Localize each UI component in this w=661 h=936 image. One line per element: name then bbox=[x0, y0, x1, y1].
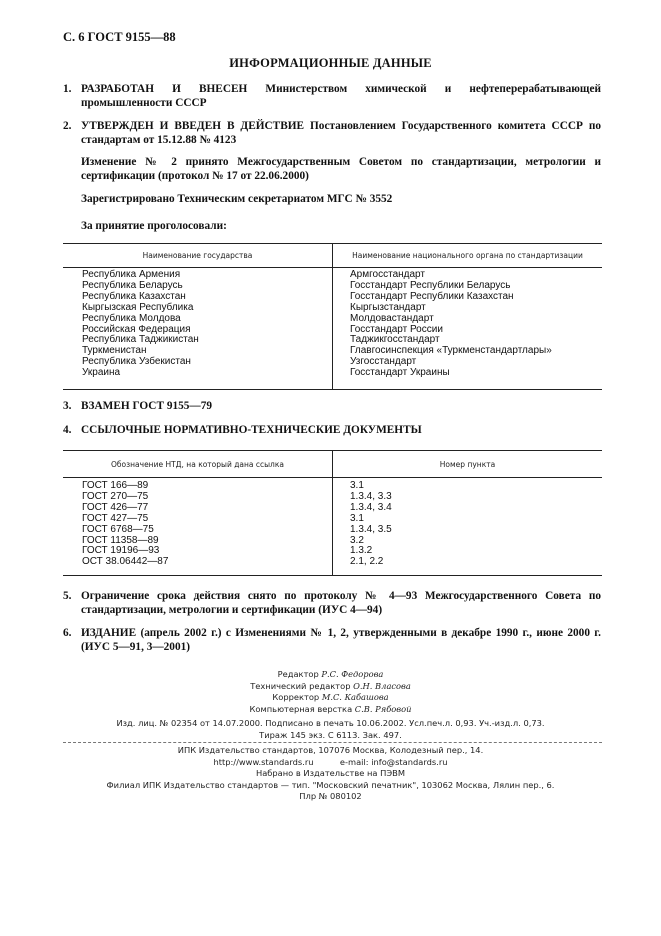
section-number: 6. bbox=[63, 627, 72, 639]
layout-label: Компьютерная верстка bbox=[249, 703, 353, 714]
tech-editor-name: О.Н. Власова bbox=[353, 680, 411, 691]
item-number: 1.3.4, 3.3 bbox=[350, 490, 392, 502]
item-number: 1.3.2 bbox=[350, 545, 373, 557]
state-name: Украина bbox=[82, 367, 121, 379]
voting-note: За принятие проголосовали: bbox=[81, 220, 227, 232]
publisher-line: ИПК Издательство стандартов, 107076 Москва, Колодезный пер., 14. bbox=[177, 745, 484, 755]
state-name: Республика Казахстан bbox=[82, 290, 186, 302]
states-column bbox=[82, 270, 199, 379]
section-number: 1. bbox=[63, 83, 72, 95]
item-number: 3.2 bbox=[350, 534, 364, 546]
section-5 bbox=[63, 590, 601, 617]
section-1 bbox=[63, 83, 601, 110]
doc-designation: ГОСТ 427—75 bbox=[82, 512, 149, 524]
body-name: Узгосстандарт bbox=[350, 356, 417, 368]
corrector-label: Корректор bbox=[272, 692, 320, 703]
body-name: Молдовастандарт bbox=[350, 312, 434, 324]
body-name: Главгосинспекция «Туркменстандартлары» bbox=[350, 345, 552, 357]
doc-designation: ГОСТ 6768—75 bbox=[82, 523, 154, 535]
bodies-column bbox=[350, 270, 552, 379]
doc-designation: ОСТ 38.06442—87 bbox=[82, 556, 169, 568]
layout-name: С.В. Рябовой bbox=[354, 703, 412, 714]
state-name: Республика Армения bbox=[82, 269, 181, 280]
body-name: Госстандарт Республики Беларусь bbox=[350, 279, 511, 291]
section-4 bbox=[63, 424, 601, 438]
doc-designation: ГОСТ 426—77 bbox=[82, 501, 149, 513]
body-name: Госстандарт Украины bbox=[350, 367, 450, 379]
section-text: ИЗДАНИЕ (апрель 2002 г.) с Изменениями № 1, 2, утвержденными в декабре 1990 г., июне 2000 г. (ИУС 5—91, 3—2001) bbox=[81, 627, 601, 653]
column-header: Наименование государства bbox=[142, 251, 253, 260]
section-2 bbox=[63, 120, 601, 147]
section-3 bbox=[63, 400, 601, 414]
column-header: Обозначение НТД, на который дана ссылка bbox=[111, 460, 284, 469]
editor-label: Редактор bbox=[277, 669, 319, 679]
section-text: Ограничение срока действия снято по протоколу № 4—93 Межгосударственного Совета по стандартизации, метрологии и сертификации (ИУС 4—94) bbox=[81, 590, 601, 616]
section-number: 4. bbox=[63, 424, 72, 436]
body-name: Кыргызстандарт bbox=[350, 301, 426, 313]
item-number: 3.1 bbox=[350, 480, 364, 491]
registration-note: Зарегистрировано Техническим секретариатом МГС № 3552 bbox=[81, 193, 393, 205]
state-name: Кыргызская Республика bbox=[82, 301, 194, 313]
doc-designation: ГОСТ 270—75 bbox=[82, 490, 149, 502]
section-number: 5. bbox=[63, 590, 72, 602]
body-name: Таджикгосстандарт bbox=[350, 334, 440, 346]
state-name: Республика Таджикистан bbox=[82, 334, 199, 346]
item-number: 1.3.4, 3.5 bbox=[350, 523, 392, 535]
section-number: 3. bbox=[63, 400, 72, 412]
section-6 bbox=[63, 627, 601, 654]
docs-column bbox=[82, 481, 168, 568]
column-header: Номер пункта bbox=[439, 460, 496, 469]
item-number: 3.1 bbox=[350, 512, 364, 524]
state-name: Российская Федерация bbox=[82, 323, 191, 335]
branch-line: Филиал ИПК Издательство стандартов — тип. "Московский печатник", 103062 Москва, Лялин пер., 6. bbox=[106, 779, 555, 790]
state-name: Туркменистан bbox=[82, 345, 147, 357]
page-header: С. 6 ГОСТ 9155—88 bbox=[63, 30, 176, 44]
section-text: ВЗАМЕН ГОСТ 9155—79 bbox=[81, 400, 213, 412]
section-text: ССЫЛОЧНЫЕ НОРМАТИВНО-ТЕХНИЧЕСКИЕ ДОКУМЕНТЫ bbox=[81, 424, 422, 436]
publisher-details bbox=[0, 745, 661, 803]
doc-designation: ГОСТ 166—89 bbox=[82, 480, 149, 491]
state-name: Республика Молдова bbox=[82, 312, 181, 324]
print-details bbox=[0, 718, 661, 741]
corrector-name: М.С. Кабашова bbox=[321, 692, 389, 703]
change-note: Изменение № 2 принято Межгосударственным Советом по стандартизации, метрологии и сертификации (протокол № 17 от 22.06.2000) bbox=[81, 156, 601, 182]
section-text: УТВЕРЖДЕН И ВВЕДЕН В ДЕЙСТВИЕ Постановлением Государственного комитета СССР по стандартам от 15.12.88 № 4123 bbox=[81, 120, 601, 146]
item-number: 2.1, 2.2 bbox=[350, 556, 384, 568]
plr-line: Плр № 080102 bbox=[299, 791, 362, 802]
run-line: Тираж 145 экз. С 6113. Зак. 497. bbox=[259, 729, 402, 740]
column-header: Наименование национального органа по стандартизации bbox=[352, 251, 583, 260]
doc-designation: ГОСТ 19196—93 bbox=[82, 545, 160, 557]
item-number: 1.3.4, 3.4 bbox=[350, 501, 392, 513]
divider bbox=[63, 742, 602, 743]
body-name: Армгосстандарт bbox=[350, 269, 425, 280]
body-name: Госстандарт Республики Казахстан bbox=[350, 290, 514, 302]
page-title: ИНФОРМАЦИОННЫЕ ДАННЫЕ bbox=[229, 56, 432, 70]
tech-editor-label: Технический редактор bbox=[250, 680, 351, 691]
section-text: РАЗРАБОТАН И ВНЕСЕН Министерством химической и нефтеперерабатывающей промышленности СССР bbox=[81, 83, 601, 109]
references-table bbox=[63, 450, 602, 576]
doc-designation: ГОСТ 11358—89 bbox=[82, 534, 159, 546]
voting-table bbox=[63, 243, 602, 390]
print-line: Изд. лиц. № 02354 от 14.07.2000. Подписано в печать 10.06.2002. Усл.печ.л. 0,93. Уч.-изд.л. 0,73. bbox=[116, 718, 545, 728]
typeset-line: Набрано в Издательстве на ПЭВМ bbox=[255, 768, 406, 779]
state-name: Республика Беларусь bbox=[82, 279, 183, 291]
email-link[interactable]: e-mail: info@standards.ru bbox=[339, 756, 448, 767]
items-column bbox=[350, 481, 392, 568]
imprint-editors bbox=[0, 669, 661, 715]
web-link[interactable]: http://www.standards.ru bbox=[213, 756, 314, 767]
editor-name: Р.С. Федорова bbox=[321, 669, 384, 679]
state-name: Республика Узбекистан bbox=[82, 356, 191, 368]
body-name: Госстандарт России bbox=[350, 323, 443, 335]
section-number: 2. bbox=[63, 120, 72, 132]
